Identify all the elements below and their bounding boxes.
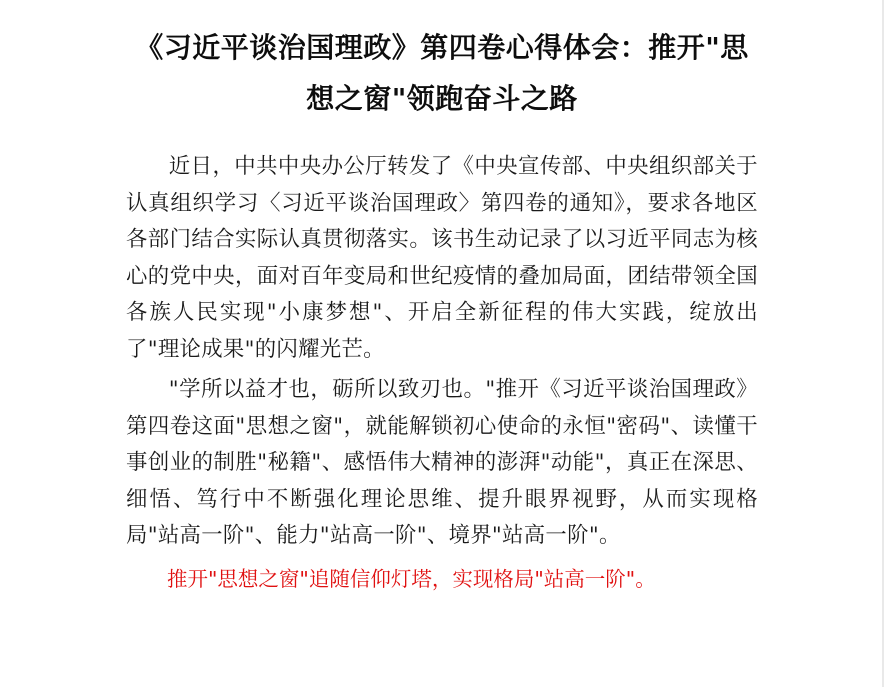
paragraph-intro: 近日，中共中央办公厅转发了《中央宣传部、中央组织部关于认真组织学习〈习近平谈治国理政〉第四卷的通知》，要求各地区各部门结合实际认真贯彻落实。该书生动记录了以习近平同志为核心的党中央，面对百年变局和世纪疫情的叠加局面，团结带领全国各族人民实现"小康梦想"、开启全新征程的伟大实践，绽放出了"理论成果"的闪耀光芒。 xyxy=(126,154,758,362)
article xyxy=(126,22,758,597)
article-title: 《习近平谈治国理政》第四卷心得体会：推开"思想之窗"领跑奋斗之路 xyxy=(135,31,749,115)
paragraph-quote: "学所以益才也，砺所以致刃也。"推开《习近平谈治国理政》第四卷这面"思想之窗"，就能解锁初心使命的永恒"密码"、读懂干事创业的制胜"秘籍"、感悟伟大精神的澎湃"动能"，真正在深思、细悟、笃行中不断强化理论思维、提升眼界视野，从而实现格局"站高一阶"、能力"站高一阶"、境界"站高一阶"。 xyxy=(126,377,759,548)
highlight-subheading: 推开"思想之窗"追随信仰灯塔，实现格局"站高一阶"。 xyxy=(167,566,656,591)
article-body xyxy=(126,149,758,597)
